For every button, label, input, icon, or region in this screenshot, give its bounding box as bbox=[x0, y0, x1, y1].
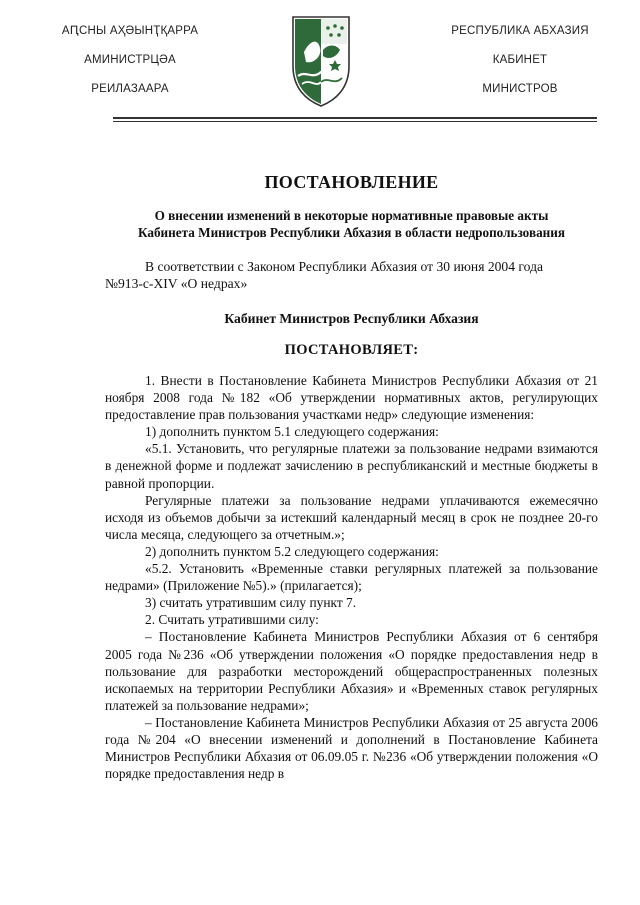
coat-of-arms-emblem-icon bbox=[290, 14, 352, 110]
legal-basis-line-1: В соответствии с Законом Республики Абхазия от 30 июня 2004 года bbox=[145, 259, 544, 274]
header-right-line-3: МИНИСТРОВ bbox=[482, 83, 558, 95]
decree-heading: ПОСТАНОВЛЯЕТ: bbox=[284, 342, 419, 358]
paragraph-5: 2) дополнить пунктом 5.2 следующего содержания: bbox=[145, 543, 439, 559]
paragraph-6: «5.2. Установить «Временные ставки регулярных платежей за пользование недрами» (Приложение №5).» (прилагается); bbox=[105, 561, 598, 594]
header-left-line-3: РЕИЛАЗААРА bbox=[91, 83, 169, 95]
paragraph-9: – Постановление Кабинета Министров Республики Абхазия от 6 сентября 2005 года №236 «Об утверждении положения «О порядке предоставления недр в пользование для разработки месторождений общераспространенных полезных ископаемых на территории Республики Абхазия» и «Временных ставок регулярных платежей за пользование недрами»; bbox=[105, 629, 598, 713]
subtitle-line-2: Кабинета Министров Республики Абхазия в области недропользования bbox=[137, 225, 565, 240]
subtitle-line-1: О внесении изменений в некоторые нормативные правовые акты bbox=[154, 208, 549, 223]
paragraph-8: 2. Считать утратившими силу: bbox=[145, 612, 319, 628]
legal-basis bbox=[105, 258, 598, 292]
header-divider-thick bbox=[113, 117, 597, 119]
header-right-line-2: КАБИНЕТ bbox=[492, 54, 548, 66]
paragraph-10: – Постановление Кабинета Министров Республики Абхазия от 25 августа 2006 года №204 «О внесении изменений и дополнений в Постановление Кабинета Министров Республики Абхазия от 06.09.05 г. №236 «Об утверждении положения «О порядке предоставления недр в bbox=[105, 714, 598, 782]
header-divider-thin bbox=[113, 121, 597, 122]
header-left-line-2: АМИНИСТРЦӘА bbox=[84, 54, 176, 66]
paragraph-7: 3) считать утратившим силу пункт 7. bbox=[145, 595, 357, 611]
paragraph-1: 1. Внести в Постановление Кабинета Министров Республики Абхазия от 21 ноября 2008 года №182 «Об утверждении нормативных актов, регулирующих предоставление прав пользования участками недр» следующие изменения: bbox=[105, 373, 598, 423]
header-left-block bbox=[40, 24, 220, 111]
issuing-body: Кабинет Министров Республики Абхазия bbox=[224, 311, 479, 326]
document-subtitle bbox=[105, 207, 598, 241]
paragraph-3: «5.1. Установить, что регулярные платежи за пользование недрами взимаются в денежной форме и подлежат зачислению в республиканский и местные бюджеты в равной пропорции. bbox=[105, 441, 598, 491]
header-left-line-1: АԤСНЫ АҲӘЫНҬҚАРРА bbox=[61, 25, 199, 37]
paragraph-4: Регулярные платежи за пользование недрами уплачиваются ежемесячно исходя из объемов добычи за истекший календарный месяц в срок не позднее 20-го числа месяца, следующего за отчетным.»; bbox=[105, 492, 598, 542]
document-title: ПОСТАНОВЛЕНИЕ bbox=[264, 172, 439, 192]
legal-basis-line-2: №913-с-XIV «О недрах» bbox=[105, 276, 248, 291]
decree-body bbox=[105, 372, 598, 782]
header-right-line-1: РЕСПУБЛИКА АБХАЗИЯ bbox=[451, 25, 589, 37]
header-right-block bbox=[430, 24, 610, 111]
paragraph-2: 1) дополнить пунктом 5.1 следующего содержания: bbox=[145, 424, 439, 440]
